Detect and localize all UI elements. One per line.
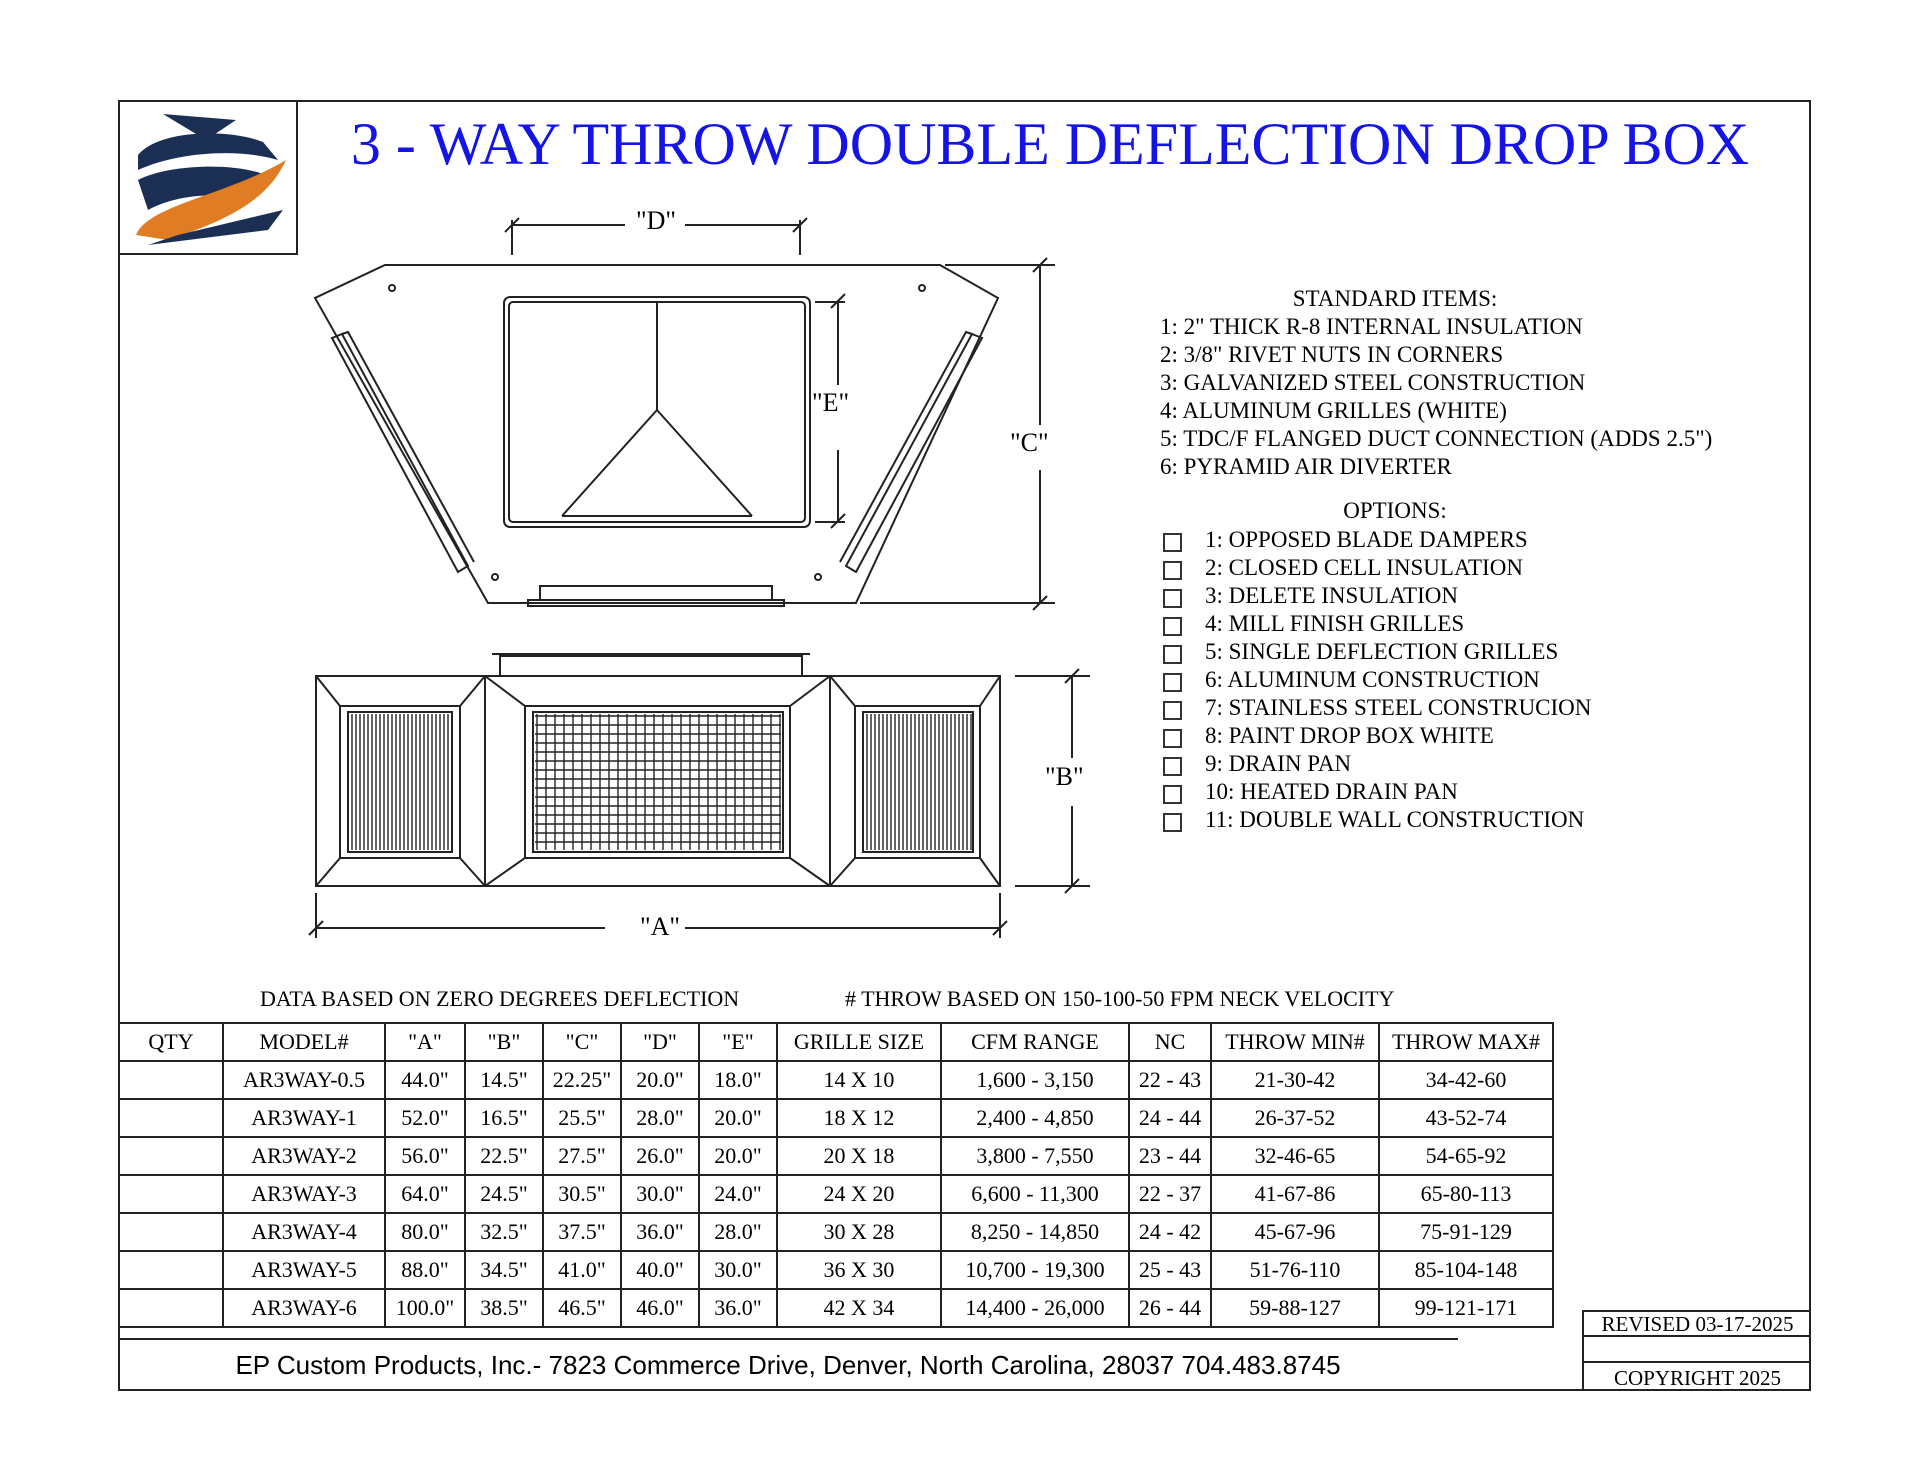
cell-a: 52.0" [385, 1099, 465, 1137]
cell-grille-size: 30 X 28 [777, 1213, 941, 1251]
header-a: "A" [385, 1023, 465, 1061]
cell-nc: 26 - 44 [1129, 1289, 1211, 1327]
cell-a: 44.0" [385, 1061, 465, 1099]
cell-grille-size: 20 X 18 [777, 1137, 941, 1175]
dimension-d-label: "D" [636, 206, 677, 235]
header-grille-size: GRILLE SIZE [777, 1023, 941, 1061]
cell-b: 38.5" [465, 1289, 543, 1327]
cell-d: 28.0" [621, 1099, 699, 1137]
option-label: 8: PAINT DROP BOX WHITE [1205, 723, 1494, 748]
header-nc: NC [1129, 1023, 1211, 1061]
cell-qty[interactable] [119, 1213, 223, 1251]
header-e: "E" [699, 1023, 777, 1061]
option-checkbox[interactable] [1163, 673, 1182, 692]
option-checkbox[interactable] [1163, 813, 1182, 832]
cell-a: 88.0" [385, 1251, 465, 1289]
cell-qty[interactable] [119, 1175, 223, 1213]
cell-b: 16.5" [465, 1099, 543, 1137]
cell-e: 20.0" [699, 1099, 777, 1137]
option-checkbox[interactable] [1163, 533, 1182, 552]
header-model: MODEL# [223, 1023, 385, 1061]
cell-b: 34.5" [465, 1251, 543, 1289]
cell-d: 46.0" [621, 1289, 699, 1327]
cell-nc: 22 - 37 [1129, 1175, 1211, 1213]
cell-c: 46.5" [543, 1289, 621, 1327]
option-checkbox[interactable] [1163, 701, 1182, 720]
cell-nc: 25 - 43 [1129, 1251, 1211, 1289]
header-d: "D" [621, 1023, 699, 1061]
cell-c: 25.5" [543, 1099, 621, 1137]
cell-b: 22.5" [465, 1137, 543, 1175]
revision-block [1582, 1310, 1811, 1391]
cell-throw-max: 75-91-129 [1379, 1213, 1553, 1251]
cell-throw-min: 45-67-96 [1211, 1213, 1379, 1251]
cell-throw-max: 43-52-74 [1379, 1099, 1553, 1137]
cell-throw-min: 41-67-86 [1211, 1175, 1379, 1213]
cell-qty[interactable] [119, 1099, 223, 1137]
header-cfm-range: CFM RANGE [941, 1023, 1129, 1061]
header-c: "C" [543, 1023, 621, 1061]
option-label: 6: ALUMINUM CONSTRUCTION [1205, 667, 1540, 692]
logo-box [118, 100, 298, 255]
cell-throw-max: 85-104-148 [1379, 1251, 1553, 1289]
standard-item: 6: PYRAMID AIR DIVERTER [1160, 454, 1452, 479]
dimension-a-label: "A" [640, 912, 681, 941]
revised-date: REVISED 03-17-2025 [1582, 1310, 1811, 1337]
cell-cfm-range: 8,250 - 14,850 [941, 1213, 1129, 1251]
cell-cfm-range: 3,800 - 7,550 [941, 1137, 1129, 1175]
option-label: 11: DOUBLE WALL CONSTRUCTION [1205, 807, 1585, 832]
cell-cfm-range: 2,400 - 4,850 [941, 1099, 1129, 1137]
option-label: 4: MILL FINISH GRILLES [1205, 611, 1465, 636]
cell-b: 24.5" [465, 1175, 543, 1213]
option-checkbox[interactable] [1163, 757, 1182, 776]
cell-c: 22.25" [543, 1061, 621, 1099]
cell-model: AR3WAY-4 [223, 1213, 385, 1251]
dimension-b-label: "B" [1045, 762, 1084, 791]
cell-b: 32.5" [465, 1213, 543, 1251]
cell-throw-max: 65-80-113 [1379, 1175, 1553, 1213]
cell-model: AR3WAY-0.5 [223, 1061, 385, 1099]
table-row [119, 1213, 1553, 1251]
standard-item: 2: 3/8" RIVET NUTS IN CORNERS [1160, 342, 1504, 367]
deflection-note: DATA BASED ON ZERO DEGREES DEFLECTION [260, 986, 740, 1011]
option-checkbox[interactable] [1163, 645, 1182, 664]
cell-qty[interactable] [119, 1289, 223, 1327]
cell-e: 30.0" [699, 1251, 777, 1289]
option-checkbox[interactable] [1163, 561, 1182, 580]
table-row [119, 1289, 1553, 1327]
cell-c: 37.5" [543, 1213, 621, 1251]
cell-throw-max: 34-42-60 [1379, 1061, 1553, 1099]
option-label: 5: SINGLE DEFLECTION GRILLES [1205, 639, 1559, 664]
spec-table [118, 1022, 1554, 1328]
header-throw-min: THROW MIN# [1211, 1023, 1379, 1061]
cell-throw-min: 21-30-42 [1211, 1061, 1379, 1099]
standard-items-heading: STANDARD ITEMS: [1292, 286, 1498, 311]
throw-note: # THROW BASED ON 150-100-50 FPM NECK VELOCITY [845, 986, 1395, 1011]
cell-cfm-range: 6,600 - 11,300 [941, 1175, 1129, 1213]
cell-e: 18.0" [699, 1061, 777, 1099]
table-row [119, 1137, 1553, 1175]
header-qty: QTY [119, 1023, 223, 1061]
option-checkbox[interactable] [1163, 617, 1182, 636]
cell-e: 24.0" [699, 1175, 777, 1213]
option-label: 1: OPPOSED BLADE DAMPERS [1205, 527, 1528, 552]
cell-cfm-range: 14,400 - 26,000 [941, 1289, 1129, 1327]
cell-d: 40.0" [621, 1251, 699, 1289]
cell-throw-max: 99-121-171 [1379, 1289, 1553, 1327]
cell-a: 56.0" [385, 1137, 465, 1175]
option-checkbox[interactable] [1163, 589, 1182, 608]
standard-item: 3: GALVANIZED STEEL CONSTRUCTION [1160, 370, 1586, 395]
table-row [119, 1175, 1553, 1213]
cell-qty[interactable] [119, 1251, 223, 1289]
cell-c: 41.0" [543, 1251, 621, 1289]
option-label: 9: DRAIN PAN [1205, 751, 1352, 776]
cell-model: AR3WAY-5 [223, 1251, 385, 1289]
cell-e: 20.0" [699, 1137, 777, 1175]
cell-throw-min: 51-76-110 [1211, 1251, 1379, 1289]
front-view-drawing [300, 648, 1100, 948]
option-checkbox[interactable] [1163, 785, 1182, 804]
cell-c: 30.5" [543, 1175, 621, 1213]
option-checkbox[interactable] [1163, 729, 1182, 748]
footer-address: EP Custom Products, Inc.- 7823 Commerce Drive, Denver, North Carolina, 28037 704.483.8745 [118, 1338, 1458, 1391]
standard-item: 4: ALUMINUM GRILLES (WHITE) [1160, 398, 1507, 423]
dimension-e-label: "E" [812, 388, 850, 417]
table-row [119, 1099, 1553, 1137]
cell-e: 28.0" [699, 1213, 777, 1251]
option-label: 2: CLOSED CELL INSULATION [1205, 555, 1523, 580]
cell-d: 20.0" [621, 1061, 699, 1099]
cell-grille-size: 18 X 12 [777, 1099, 941, 1137]
cell-a: 64.0" [385, 1175, 465, 1213]
standard-item: 5: TDC/F FLANGED DUCT CONNECTION (ADDS 2.5") [1160, 426, 1713, 451]
cell-model: AR3WAY-6 [223, 1289, 385, 1327]
table-header-row [119, 1023, 1553, 1061]
revision-spacer [1582, 1337, 1811, 1363]
table-row [119, 1251, 1553, 1289]
cell-d: 36.0" [621, 1213, 699, 1251]
page-title: 3 - WAY THROW DOUBLE DEFLECTION DROP BOX [350, 111, 1750, 177]
cell-throw-max: 54-65-92 [1379, 1137, 1553, 1175]
options-heading: OPTIONS: [1343, 498, 1447, 523]
cell-c: 27.5" [543, 1137, 621, 1175]
cell-a: 100.0" [385, 1289, 465, 1327]
cell-qty[interactable] [119, 1061, 223, 1099]
cell-cfm-range: 10,700 - 19,300 [941, 1251, 1129, 1289]
option-label: 7: STAINLESS STEEL CONSTRUCION [1205, 695, 1592, 720]
cell-nc: 24 - 44 [1129, 1099, 1211, 1137]
option-label: 10: HEATED DRAIN PAN [1205, 779, 1458, 804]
standard-item: 1: 2" THICK R-8 INTERNAL INSULATION [1160, 314, 1583, 339]
cell-qty[interactable] [119, 1137, 223, 1175]
cell-grille-size: 24 X 20 [777, 1175, 941, 1213]
table-row [119, 1061, 1553, 1099]
header-throw-max: THROW MAX# [1379, 1023, 1553, 1061]
cell-grille-size: 42 X 34 [777, 1289, 941, 1327]
cell-d: 26.0" [621, 1137, 699, 1175]
cell-model: AR3WAY-2 [223, 1137, 385, 1175]
dimension-c-label: "C" [1010, 428, 1049, 457]
cell-model: AR3WAY-1 [223, 1099, 385, 1137]
cell-nc: 23 - 44 [1129, 1137, 1211, 1175]
cell-a: 80.0" [385, 1213, 465, 1251]
top-view-drawing [300, 210, 1100, 620]
company-logo-icon [118, 100, 298, 255]
cell-throw-min: 26-37-52 [1211, 1099, 1379, 1137]
cell-nc: 22 - 43 [1129, 1061, 1211, 1099]
cell-b: 14.5" [465, 1061, 543, 1099]
cell-d: 30.0" [621, 1175, 699, 1213]
cell-grille-size: 14 X 10 [777, 1061, 941, 1099]
cell-cfm-range: 1,600 - 3,150 [941, 1061, 1129, 1099]
header-b: "B" [465, 1023, 543, 1061]
cell-model: AR3WAY-3 [223, 1175, 385, 1213]
cell-throw-min: 59-88-127 [1211, 1289, 1379, 1327]
cell-e: 36.0" [699, 1289, 777, 1327]
option-label: 3: DELETE INSULATION [1205, 583, 1458, 608]
cell-throw-min: 32-46-65 [1211, 1137, 1379, 1175]
cell-grille-size: 36 X 30 [777, 1251, 941, 1289]
copyright: COPYRIGHT 2025 [1582, 1363, 1811, 1391]
cell-nc: 24 - 42 [1129, 1213, 1211, 1251]
